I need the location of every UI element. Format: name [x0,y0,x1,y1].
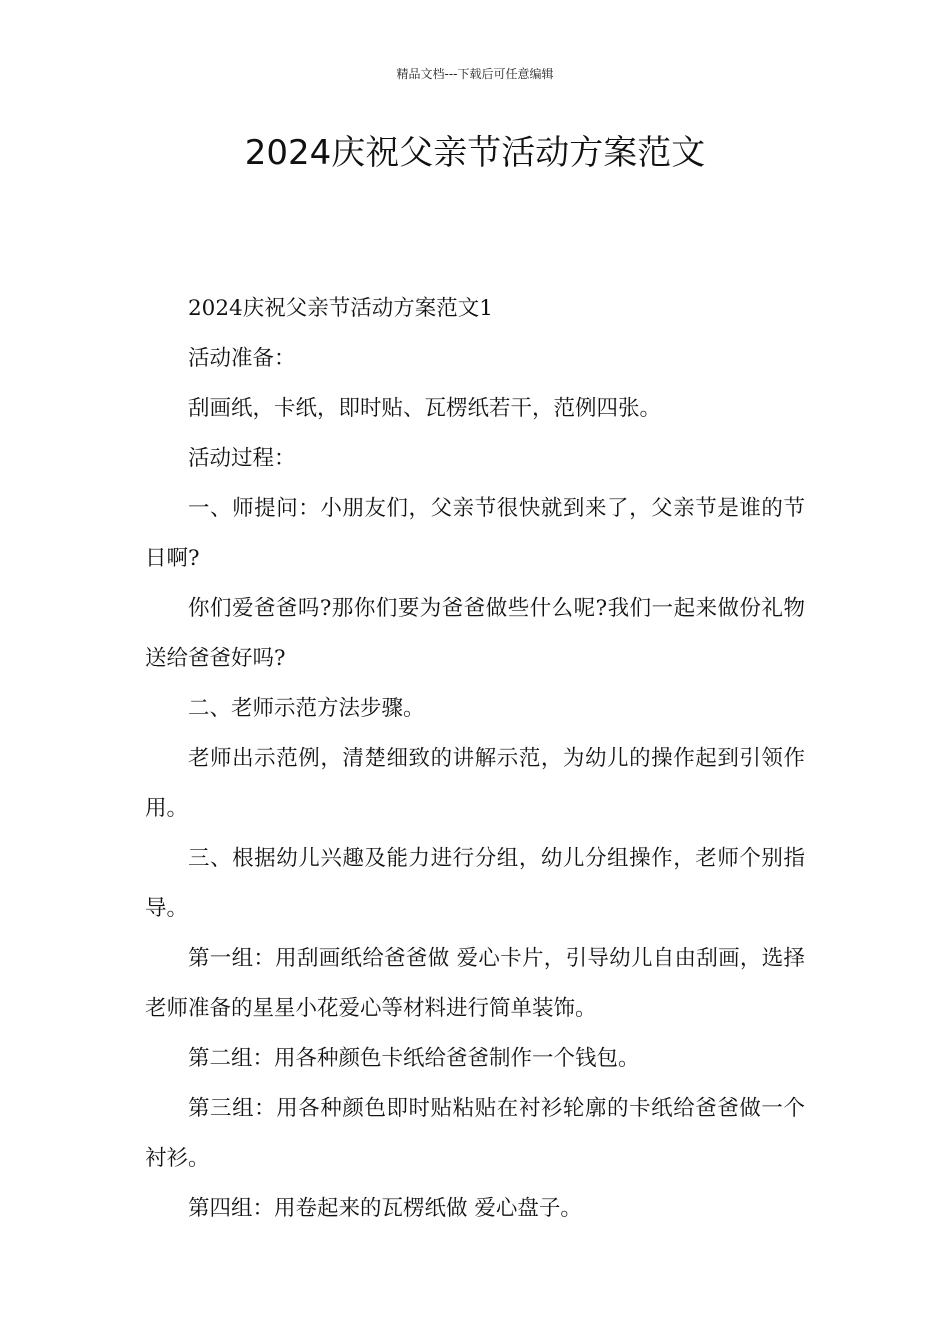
paragraph: 第四组：用卷起来的瓦楞纸做 爱心盘子。 [188,1196,582,1221]
document-body [145,284,805,1234]
paragraph: 三、根据幼儿兴趣及能力进行分组，幼儿分组操作，老师个别指导。 [145,846,805,921]
paragraph: 刮画纸，卡纸，即时贴、瓦楞纸若干，范例四张。 [188,396,662,421]
paragraph: 活动过程： [188,446,296,471]
paragraph: 2024庆祝父亲节活动方案范文1 [188,296,493,321]
paragraph: 第一组：用刮画纸给爸爸做 爱心卡片，引导幼儿自由刮画，选择老师准备的星星小花爱心等材料进行简单装饰。 [145,946,805,1021]
paragraph: 一、师提问：小朋友们，父亲节很快就到来了，父亲节是谁的节日啊? [145,496,805,571]
paragraph: 第二组：用各种颜色卡纸给爸爸制作一个钱包。 [188,1046,640,1071]
paragraph: 你们爱爸爸吗?那你们要为爸爸做些什么呢?我们一起来做份礼物送给爸爸好吗? [145,596,805,671]
paragraph: 二、老师示范方法步骤。 [188,696,425,721]
document-title: 2024庆祝父亲节活动方案范文 [244,133,706,173]
page-header-note: 精品文档---下载后可任意编辑 [396,67,554,81]
paragraph: 活动准备： [188,346,296,371]
paragraph: 第三组：用各种颜色即时贴粘贴在衬衫轮廓的卡纸给爸爸做一个衬衫。 [145,1096,805,1171]
paragraph: 老师出示范例，清楚细致的讲解示范，为幼儿的操作起到引领作用。 [145,746,805,821]
